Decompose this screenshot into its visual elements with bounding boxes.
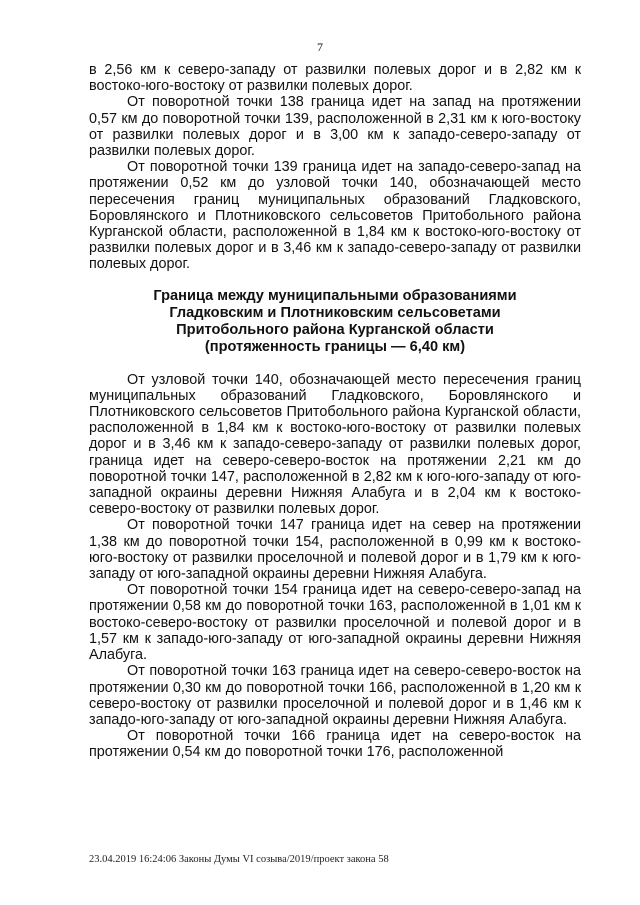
paragraph-point-140: От узловой точки 140, обозначающей место пересечения границ муниципальных образований Гладковского, Боровлянского и Плотниковского сельсоветов Притобольного района Курганской области, расположенной в 1,84 км к востоко-юго-востоку от развилки полевых дорог и в 3,46 км к западо-северо-западу от развилки полевых дорог, граница идет на северо-северо-восток на протяжении 2,21 км до поворотной точки 147, расположенной в 2,82 км к юго-юго-западу от юго-западной окраины деревни Нижняя Алабуга и в 2,04 км к востоко-северо-востоку от развилки полевых дорог. [89, 371, 581, 518]
heading-line-3: Притобольного района Курганской области [176, 321, 494, 338]
document-footer: 23.04.2019 16:24:06 Законы Думы VI созыва/2019/проект закона 58 [89, 854, 389, 865]
section-heading [89, 288, 581, 356]
document-body [89, 62, 581, 761]
paragraph-point-166: От поворотной точки 166 граница идет на северо-восток на протяжении 0,54 км до поворотной точки 176, расположенной [89, 728, 581, 761]
heading-line-2: Гладковским и Плотниковским сельсоветами [169, 304, 501, 321]
section-body [89, 372, 581, 761]
heading-line-4: (протяженность границы — 6,40 км) [204, 338, 466, 355]
paragraph-point-139: От поворотной точки 139 граница идет на западо-северо-запад на протяжении 0,52 км до узловой точки 140, обозначающей место пересечения границ муниципальных образований Гладковского, Боровлянского и Плотниковского сельсоветов Притобольного района Курганской области, расположенной в 1,84 км к востоко-юго-востоку от развилки полевых дорог и в 3,46 км к западо-северо-западу от развилки полевых дорог. [89, 159, 581, 273]
paragraph-point-163: От поворотной точки 163 граница идет на северо-северо-восток на протяжении 0,30 км до поворотной точки 166, расположенной в 1,20 км к северо-востоку от развилки проселочной и полевой дорог и в 1,46 км к западо-юго-западу от юго-западной окраины деревни Нижняя Алабуга. [89, 663, 581, 728]
paragraph-continuation: в 2,56 км к северо-западу от развилки полевых дорог и в 2,82 км к востоко-юго-востоку от развилки полевых дорог. [89, 62, 581, 95]
paragraph-point-154: От поворотной точки 154 граница идет на северо-северо-запад на протяжении 0,58 км до поворотной точки 163, расположенной в 1,01 км к востоко-северо-востоку от развилки проселочной и полевой дорог и в 1,57 км к западо-юго-западу от юго-западной окраины деревни Нижняя Алабуга. [89, 582, 581, 664]
paragraph-point-138: От поворотной точки 138 граница идет на запад на протяжении 0,57 км до поворотной точки 139, расположенной в 2,31 км к юго-востоку от развилки полевых дорог и в 3,00 км к западо-северо-западу от развилки полевых дорог. [89, 94, 581, 160]
heading-line-1: Граница между муниципальными образованиями [153, 287, 517, 304]
page-number: 7 [317, 40, 323, 54]
paragraph-point-147: От поворотной точки 147 граница идет на север на протяжении 1,38 км до поворотной точки 154, расположенной в 0,99 км к востоко-юго-востоку от развилки проселочной и полевой дорог и в 1,79 км к юго-западу от юго-западной окраины деревни Нижняя Алабуга. [89, 517, 581, 583]
